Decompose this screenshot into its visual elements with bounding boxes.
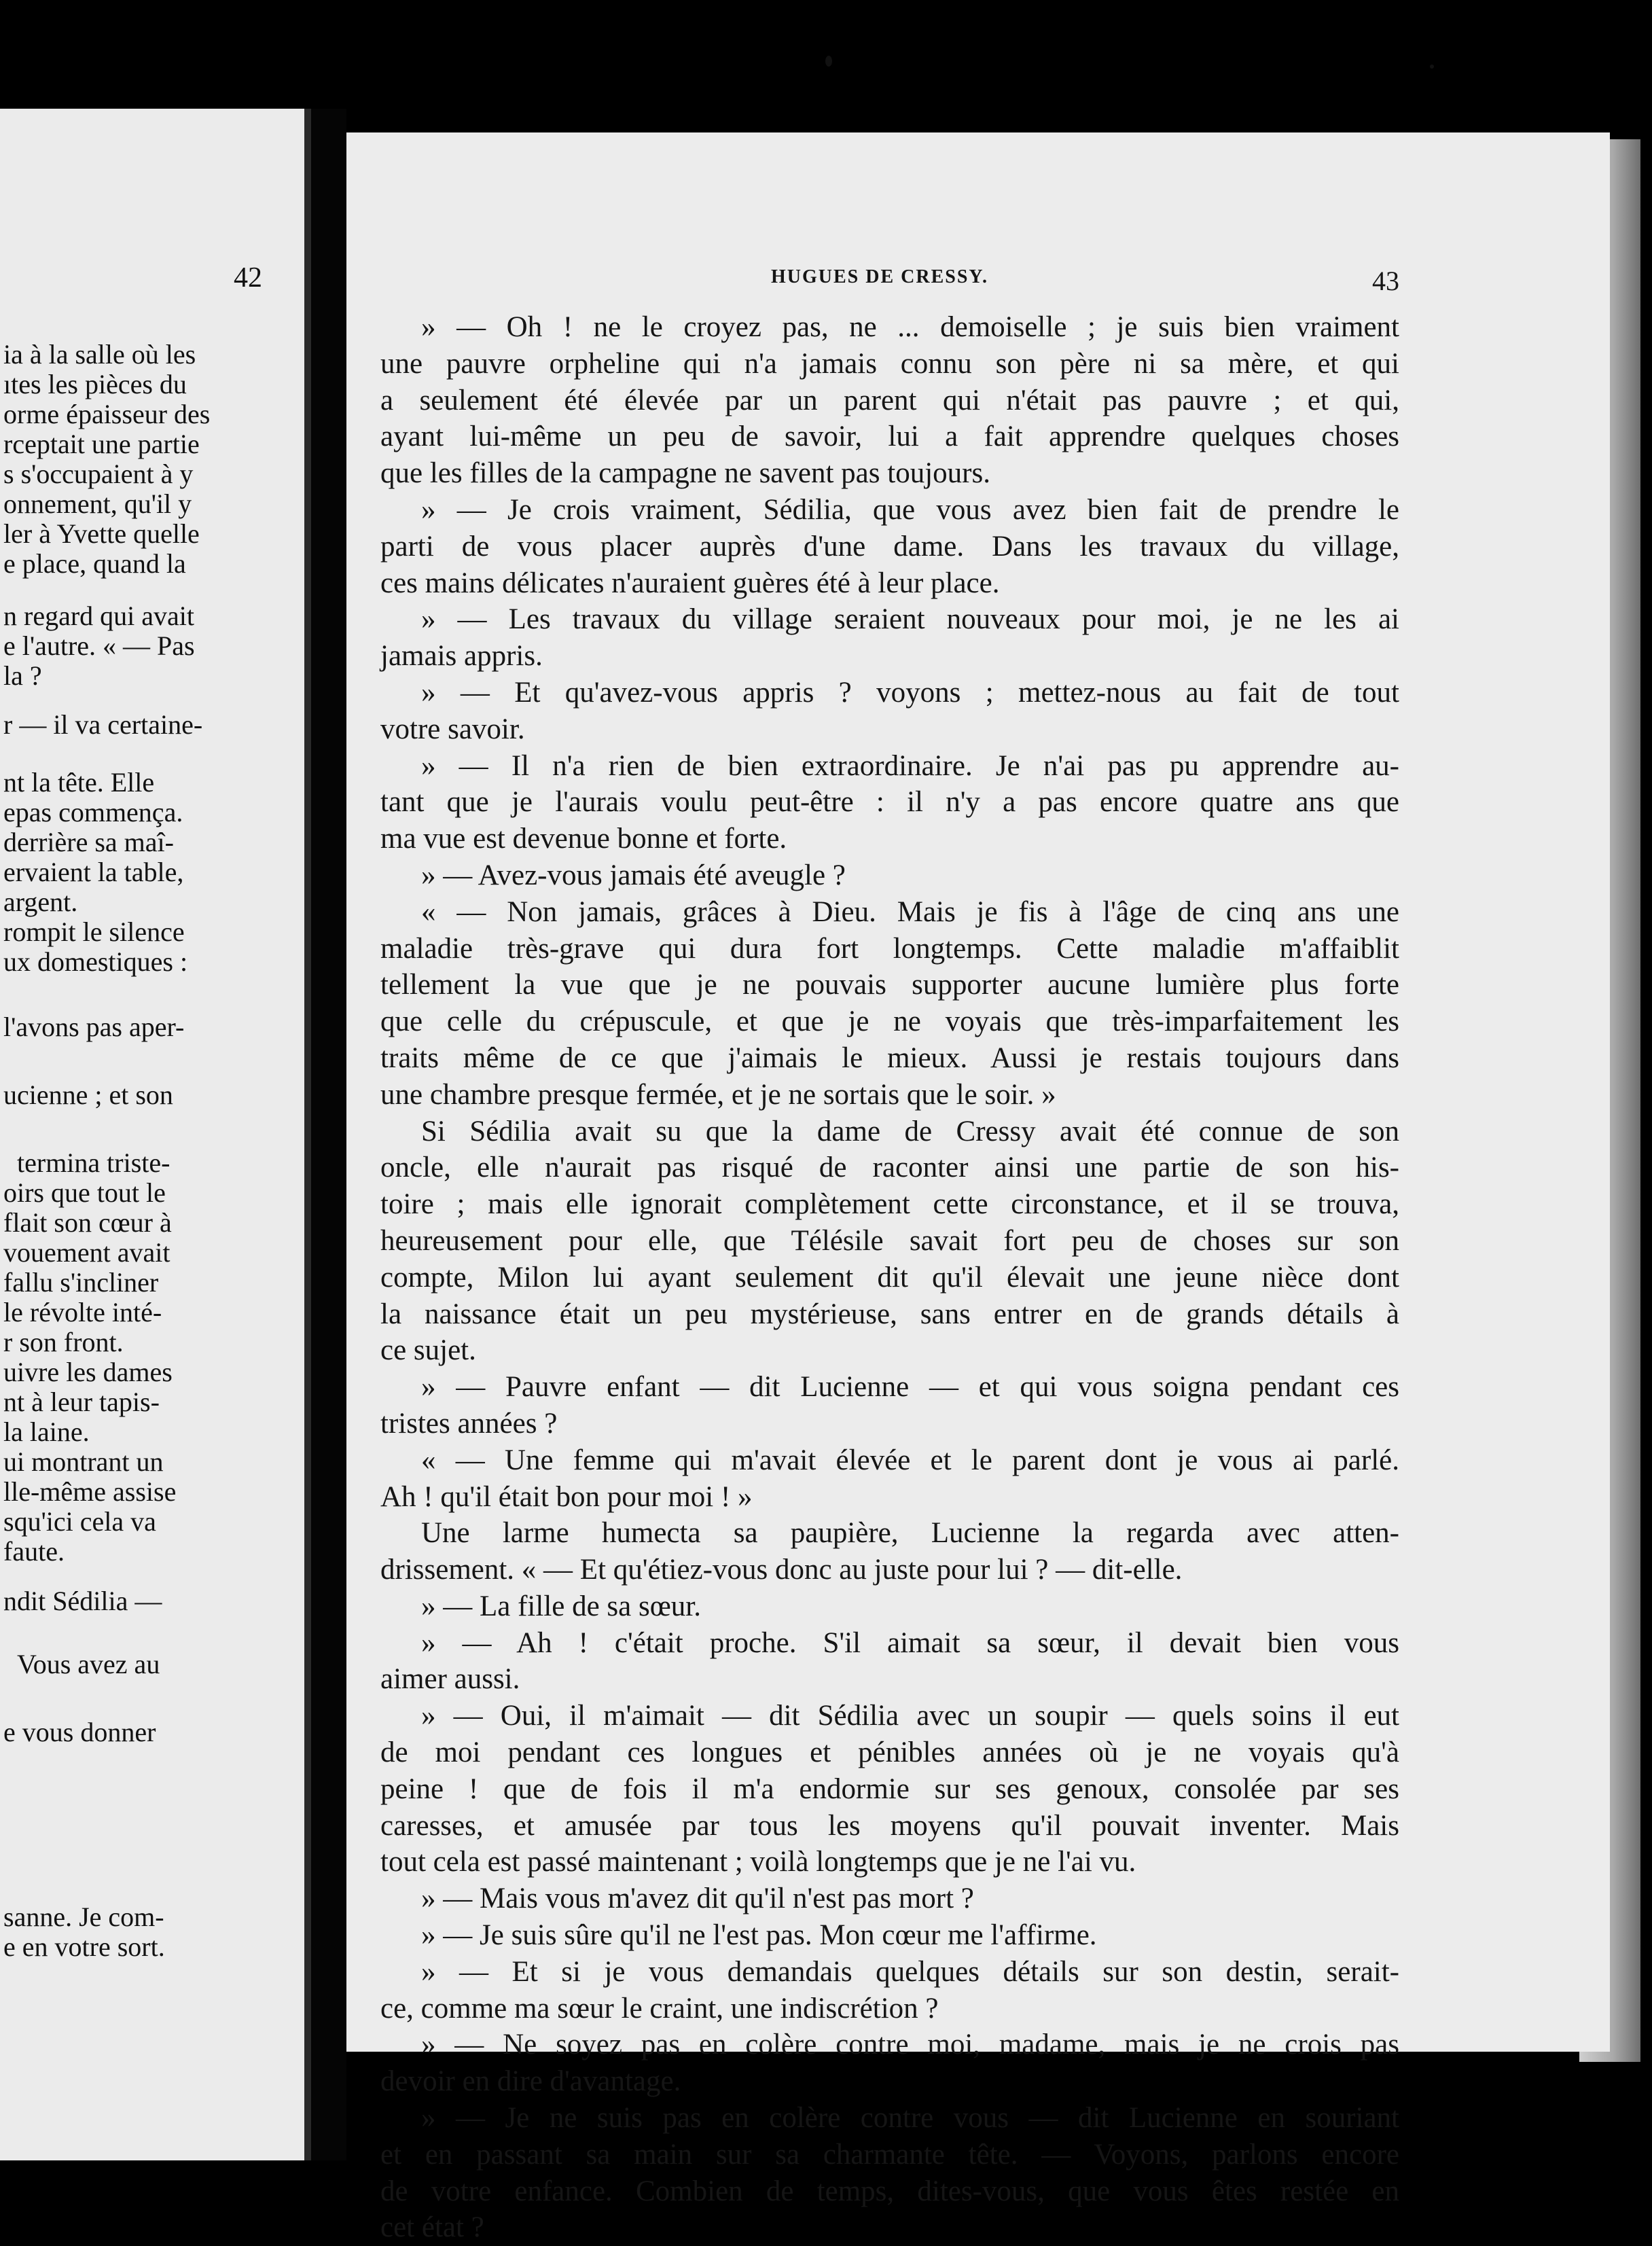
text-line: une chambre presque fermée, et je ne sortais que le soir. » [380, 1078, 1056, 1111]
text-line: toire ; mais elle ignorait complètement cette circonstance, et il se trouva, [380, 1188, 1399, 1221]
text-line: Ah ! qu'il était bon pour moi ! » [380, 1480, 753, 1513]
scan-speck [825, 56, 832, 67]
text-line: maladie très-grave qui dura fort longtemps. Cette maladie m'affaiblit [380, 932, 1399, 965]
text-line: » — Avez-vous jamais été aveugle ? [421, 859, 846, 891]
left-line: termina triste- [17, 1147, 170, 1178]
text-line: » — Et si je vous demandais quelques détails sur son destin, serait- [421, 1955, 1399, 1988]
text-line: de moi pendant ces longues et pénibles années où je ne voyais qu'à [380, 1736, 1399, 1769]
text-line: devoir en dire d'avantage. [380, 2065, 681, 2098]
left-line: Vous avez au [17, 1649, 160, 1679]
text-line: » — Il n'a rien de bien extraordinaire. Je n'ai pas pu apprendre au- [421, 749, 1399, 782]
left-line: ux domestiques : [3, 946, 188, 977]
left-line: onnement, qu'il y [3, 488, 192, 519]
text-line: ma vue est devenue bonne et forte. [380, 823, 787, 855]
text-line: tant que je l'aurais voulu peut-être : il n'y a pas encore quatre ans que [380, 786, 1399, 819]
left-line: lle-même assise [3, 1476, 177, 1507]
left-line: squ'ici cela va [3, 1506, 156, 1537]
left-line: derrière sa maî- [3, 827, 174, 857]
text-line: » — Je crois vraiment, Sédilia, que vous avez bien fait de prendre le [421, 493, 1399, 526]
scan-speck [1430, 65, 1434, 69]
running-head: HUGUES DE CRESSY. [771, 266, 989, 287]
text-line: Une larme humecta sa paupière, Lucienne la regarda avec atten- [421, 1517, 1399, 1550]
page-body [380, 309, 1399, 2246]
left-line: e en votre sort. [3, 1931, 165, 1962]
right-page [346, 132, 1610, 2244]
text-line: oncle, elle n'aurait pas risqué de raconter ainsi une partie de son his- [380, 1152, 1399, 1184]
left-line: ndit Sédilia — [3, 1586, 162, 1616]
left-line: vouement avait [3, 1237, 170, 1268]
text-line: » — Je suis sûre qu'il ne l'est pas. Mon cœur me l'affirme. [421, 1919, 1097, 1952]
page-number: 43 [1372, 266, 1399, 296]
text-line: tellement la vue que je ne pouvais supporter aucune lumière plus forte [380, 969, 1399, 1001]
book-gutter [311, 109, 346, 2160]
left-line: la ? [3, 660, 42, 691]
left-line: ler à Yvette quelle [3, 518, 200, 549]
text-line: votre savoir. [380, 713, 525, 745]
text-line: » — Ah ! c'était proche. S'il aimait sa sœur, il devait bien vous [421, 1626, 1399, 1659]
text-line: jamais appris. [380, 640, 543, 673]
text-line: « — Non jamais, grâces à Dieu. Mais je fis à l'âge de cinq ans une [421, 895, 1399, 928]
left-line: argent. [3, 887, 78, 917]
left-line: faute. [3, 1536, 65, 1567]
text-line: » — Mais vous m'avez dit qu'il n'est pas mort ? [421, 1883, 974, 1915]
text-line: » — Oui, il m'aimait — dit Sédilia avec un soupir — quels soins il eut [421, 1700, 1399, 1732]
text-line: caresses, et amusée par tous les moyens qu'il pouvait inventer. Mais [380, 1809, 1399, 1842]
left-line: orme épaisseur des [3, 399, 211, 429]
left-line: la laine. [3, 1416, 90, 1447]
text-line: peine ! que de fois il m'a endormie sur ses genoux, consolée par ses [380, 1772, 1399, 1805]
left-line: fallu s'incliner [3, 1267, 159, 1298]
text-line: « — Une femme qui m'avait élevée et le parent dont je vous ai parlé. [421, 1444, 1399, 1476]
text-line: heureusement pour elle, que Télésile savait fort peu de choses sur son [380, 1224, 1399, 1257]
left-line: flait son cœur à [3, 1207, 172, 1238]
text-line: la naissance était un peu mystérieuse, sans entrer en de grands détails à [380, 1298, 1399, 1330]
text-line: Si Sédilia avait su que la dame de Cressy avait été connue de son [421, 1115, 1399, 1147]
text-line: » — Je ne suis pas en colère contre vous — dit Lucienne en souriant [421, 2102, 1399, 2135]
text-line: tristes années ? [380, 1407, 558, 1440]
left-line: uivre les dames [3, 1357, 173, 1387]
text-line: » — La fille de sa sœur. [421, 1590, 701, 1622]
left-line: le révolte inté- [3, 1297, 162, 1327]
left-line: n regard qui avait [3, 601, 194, 631]
left-line: epas commença. [3, 797, 183, 827]
left-line: r — il va certaine- [3, 709, 203, 740]
text-line: ayant lui-même un peu de savoir, lui a fait apprendre quelques choses [380, 421, 1399, 453]
text-line: une pauvre orpheline qui n'a jamais connu son père ni sa mère, et qui [380, 347, 1399, 380]
text-line: que celle du crépuscule, et que je ne voyais que très-imparfaitement les [380, 1005, 1399, 1038]
left-line: e place, quand la [3, 548, 186, 579]
left-line: nt à leur tapis- [3, 1387, 160, 1417]
left-line: ervaient la table, [3, 857, 184, 887]
text-line: traits même de ce que j'aimais le mieux. Aussi je restais toujours dans [380, 1041, 1399, 1074]
left-line: e vous donner [3, 1717, 156, 1747]
text-line: tout cela est passé maintenant ; voilà longtemps que je ne l'ai vu. [380, 1846, 1136, 1878]
left-line: sanne. Je com- [3, 1902, 164, 1932]
text-line: aimer aussi. [380, 1663, 520, 1696]
left-page [0, 109, 311, 2160]
left-line: l'avons pas aper- [3, 1012, 185, 1042]
left-line: ıtes les pièces du [3, 369, 187, 399]
left-line: e l'autre. « — Pas [3, 630, 195, 661]
text-line: » — Pauvre enfant — dit Lucienne — et qui vous soigna pendant ces [421, 1371, 1399, 1404]
text-line: que les filles de la campagne ne savent pas toujours. [380, 457, 990, 490]
text-line: » — Ne soyez pas en colère contre moi, madame, mais je ne crois pas [421, 2029, 1399, 2061]
text-line: ces mains délicates n'auraient guères été à leur place. [380, 567, 1000, 599]
left-line: rompit le silence [3, 916, 185, 947]
text-line: ce sujet. [380, 1334, 476, 1367]
text-line: drissement. « — Et qu'étiez-vous donc au juste pour lui ? — dit-elle. [380, 1554, 1183, 1586]
page-header [346, 265, 1610, 296]
text-line: » — Les travaux du village seraient nouveaux pour moi, je ne les ai [421, 603, 1399, 636]
left-line: ucienne ; et son [3, 1080, 173, 1110]
text-line: ce, comme ma sœur le craint, une indiscrétion ? [380, 1992, 939, 2025]
text-line: cet état ? [380, 2211, 484, 2244]
left-line: rceptait une partie [3, 429, 200, 459]
left-line: s s'occupaient à y [3, 459, 194, 489]
left-line: r son front. [3, 1327, 124, 1357]
text-line: compte, Milon lui ayant seulement dit qu'il élevait une jeune nièce dont [380, 1261, 1399, 1294]
left-page-number: 42 [234, 262, 262, 293]
left-line: nt la tête. Elle [3, 767, 155, 798]
left-page-text [0, 109, 311, 2160]
text-line: a seulement été élevée par un parent qui n'était pas pauvre ; et qui, [380, 384, 1399, 416]
text-line: parti de vous placer auprès d'une dame. Dans les travaux du village, [380, 530, 1399, 563]
left-line: ui montrant un [3, 1446, 164, 1477]
left-line: ia à la salle où les [3, 339, 196, 370]
text-line: » — Oh ! ne le croyez pas, ne ... demoiselle ; je suis bien vraiment [421, 311, 1399, 343]
text-line: et en passant sa main sur sa charmante tête. — Voyons, parlons encore [380, 2138, 1399, 2171]
text-line: » — Et qu'avez-vous appris ? voyons ; mettez-nous au fait de tout [421, 676, 1399, 709]
text-line: de votre enfance. Combien de temps, dites-vous, que vous êtes restée en [380, 2175, 1399, 2207]
left-line: oirs que tout le [3, 1177, 166, 1208]
